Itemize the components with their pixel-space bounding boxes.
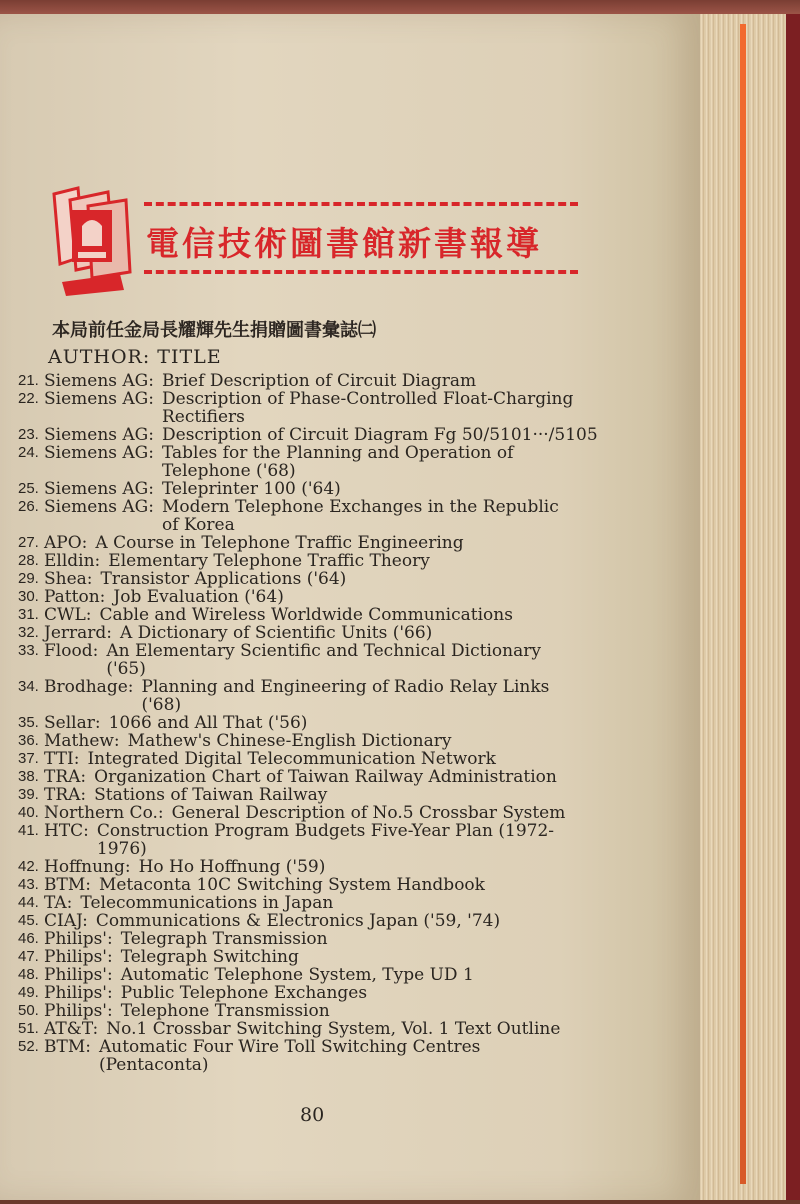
entry-author: Flood: bbox=[44, 641, 99, 661]
entry-number: 41. bbox=[18, 822, 39, 839]
list-item bbox=[18, 1002, 658, 1020]
entry-title: Public Telephone Exchanges bbox=[120, 983, 368, 1003]
entry-title: Description of Phase-Controlled Float-Charging Rectifiers bbox=[162, 389, 574, 427]
list-item bbox=[18, 768, 658, 786]
entry-number: 33. bbox=[18, 642, 39, 659]
entry-title: Transistor Applications ('64) bbox=[100, 569, 347, 589]
entry-number: 25. bbox=[18, 480, 39, 497]
entry-author: TTI: bbox=[44, 749, 80, 769]
list-item bbox=[18, 804, 658, 822]
entry-author: Philips': bbox=[44, 947, 113, 967]
masthead bbox=[48, 186, 588, 296]
entry-number: 39. bbox=[18, 786, 39, 803]
entry-title: Automatic Telephone System, Type UD 1 bbox=[120, 965, 474, 985]
entry-author: Philips': bbox=[44, 1001, 113, 1021]
entry-title: Description of Circuit Diagram Fg 50/5101···/5105 bbox=[162, 425, 598, 445]
list-item bbox=[18, 876, 658, 894]
entry-author: Philips': bbox=[44, 983, 113, 1003]
entry-author: Sellar: bbox=[44, 713, 101, 733]
entry-author: Siemens AG: bbox=[44, 371, 154, 391]
entry-number: 34. bbox=[18, 678, 39, 695]
entry-title: Telegraph Switching bbox=[120, 947, 299, 967]
entry-author: Philips': bbox=[44, 929, 113, 949]
entry-number: 28. bbox=[18, 552, 39, 569]
entry-number: 27. bbox=[18, 534, 39, 551]
list-item bbox=[18, 372, 658, 390]
list-item bbox=[18, 750, 658, 768]
entry-title: Modern Telephone Exchanges in the Republic of Korea bbox=[162, 497, 559, 535]
entry-author: TRA: bbox=[44, 767, 87, 787]
entry-number: 49. bbox=[18, 984, 39, 1001]
list-item bbox=[18, 642, 658, 678]
entry-number: 30. bbox=[18, 588, 39, 605]
entry-number: 47. bbox=[18, 948, 39, 965]
entry-title: Tables for the Planning and Operation of Telephone ('68) bbox=[162, 443, 514, 481]
entry-title: Mathew's Chinese-English Dictionary bbox=[127, 731, 452, 751]
entry-number: 21. bbox=[18, 372, 39, 389]
entry-author: TRA: bbox=[44, 785, 87, 805]
list-item bbox=[18, 948, 658, 966]
entry-title: Telecommunications in Japan bbox=[80, 893, 334, 913]
list-item bbox=[18, 966, 658, 984]
list-item bbox=[18, 480, 658, 498]
entry-title: Job Evaluation ('64) bbox=[113, 587, 284, 607]
list-item bbox=[18, 894, 658, 912]
entry-author: CWL: bbox=[44, 605, 92, 625]
list-item bbox=[18, 984, 658, 1002]
books-icon bbox=[48, 186, 144, 296]
list-item bbox=[18, 498, 658, 534]
entry-title: Metaconta 10C Switching System Handbook bbox=[98, 875, 485, 895]
entry-author: Siemens AG: bbox=[44, 443, 154, 463]
entry-number: 46. bbox=[18, 930, 39, 947]
entry-title: Cable and Wireless Worldwide Communications bbox=[99, 605, 513, 625]
entry-number: 51. bbox=[18, 1020, 39, 1037]
entry-title: Stations of Taiwan Railway bbox=[94, 785, 328, 805]
masthead-dashes-bottom bbox=[144, 270, 578, 280]
entry-author: Siemens AG: bbox=[44, 497, 154, 517]
entry-number: 45. bbox=[18, 912, 39, 929]
list-item bbox=[18, 534, 658, 552]
entry-number: 29. bbox=[18, 570, 39, 587]
entry-title: Brief Description of Circuit Diagram bbox=[162, 371, 477, 391]
list-item bbox=[18, 552, 658, 570]
entry-number: 31. bbox=[18, 606, 39, 623]
entry-title: No.1 Crossbar Switching System, Vol. 1 Text Outline bbox=[106, 1019, 561, 1039]
list-item bbox=[18, 570, 658, 588]
list-item bbox=[18, 930, 658, 948]
entry-author: APO: bbox=[44, 533, 88, 553]
page-number: 80 bbox=[300, 1104, 325, 1126]
entry-number: 23. bbox=[18, 426, 39, 443]
entry-author: HTC: bbox=[44, 821, 89, 841]
list-item bbox=[18, 390, 658, 426]
masthead-title: 電信技術圖書館新書報導 bbox=[146, 224, 542, 263]
entry-title: Integrated Digital Telecommunication Network bbox=[87, 749, 496, 769]
entry-author: Mathew: bbox=[44, 731, 120, 751]
entry-title: Organization Chart of Taiwan Railway Administration bbox=[94, 767, 557, 787]
list-item bbox=[18, 606, 658, 624]
entry-number: 48. bbox=[18, 966, 39, 983]
entry-number: 22. bbox=[18, 390, 39, 407]
entry-number: 38. bbox=[18, 768, 39, 785]
entry-number: 50. bbox=[18, 1002, 39, 1019]
page-edges bbox=[700, 14, 800, 1200]
entry-author: CIAJ: bbox=[44, 911, 88, 931]
entry-title: A Course in Telephone Traffic Engineering bbox=[95, 533, 464, 553]
entry-number: 44. bbox=[18, 894, 39, 911]
entry-title: An Elementary Scientific and Technical Dictionary ('65) bbox=[106, 641, 541, 679]
entry-title: Planning and Engineering of Radio Relay Links ('68) bbox=[141, 677, 550, 715]
entry-number: 36. bbox=[18, 732, 39, 749]
entry-number: 43. bbox=[18, 876, 39, 893]
list-item bbox=[18, 1038, 658, 1074]
entry-number: 24. bbox=[18, 444, 39, 461]
entry-number: 40. bbox=[18, 804, 39, 821]
entry-author: Siemens AG: bbox=[44, 389, 154, 409]
entry-title: General Description of No.5 Crossbar System bbox=[171, 803, 566, 823]
list-item bbox=[18, 822, 658, 858]
entry-author: Siemens AG: bbox=[44, 425, 154, 445]
list-item bbox=[18, 444, 658, 480]
entry-title: Automatic Four Wire Toll Switching Centres (Pentaconta) bbox=[98, 1037, 481, 1075]
entry-title: Construction Program Budgets Five-Year Plan (1972- 1976) bbox=[96, 821, 555, 859]
donation-subtitle: 本局前任金局長耀輝先生捐贈圖書彙誌㈡ bbox=[52, 320, 376, 341]
entry-title: 1066 and All That ('56) bbox=[108, 713, 308, 733]
entry-title: Elementary Telephone Traffic Theory bbox=[108, 551, 430, 571]
column-header: AUTHOR: TITLE bbox=[48, 346, 222, 368]
entry-author: Brodhage: bbox=[44, 677, 134, 697]
entry-author: Elldin: bbox=[44, 551, 101, 571]
entry-author: Shea: bbox=[44, 569, 93, 589]
entry-title: Teleprinter 100 ('64) bbox=[162, 479, 341, 499]
entry-title: Ho Ho Hoffnung ('59) bbox=[138, 857, 326, 877]
entry-author: Patton: bbox=[44, 587, 106, 607]
entry-number: 52. bbox=[18, 1038, 39, 1055]
book-list bbox=[18, 372, 658, 1074]
list-item bbox=[18, 678, 658, 714]
list-item bbox=[18, 588, 658, 606]
entry-number: 42. bbox=[18, 858, 39, 875]
entry-number: 35. bbox=[18, 714, 39, 731]
entry-number: 32. bbox=[18, 624, 39, 641]
list-item bbox=[18, 858, 658, 876]
entry-author: BTM: bbox=[44, 1037, 91, 1057]
entry-author: Northern Co.: bbox=[44, 803, 164, 823]
list-item bbox=[18, 912, 658, 930]
masthead-dashes-top bbox=[144, 202, 578, 212]
entry-author: Siemens AG: bbox=[44, 479, 154, 499]
entry-title: Telegraph Transmission bbox=[120, 929, 328, 949]
entry-number: 37. bbox=[18, 750, 39, 767]
entry-author: Hoffnung: bbox=[44, 857, 131, 877]
entry-author: AT&T: bbox=[44, 1019, 99, 1039]
entry-title: A Dictionary of Scientific Units ('66) bbox=[120, 623, 433, 643]
entry-title: Communications & Electronics Japan ('59, '74) bbox=[95, 911, 501, 931]
entry-author: BTM: bbox=[44, 875, 91, 895]
entry-author: TA: bbox=[44, 893, 73, 913]
list-item bbox=[18, 426, 658, 444]
list-item bbox=[18, 624, 658, 642]
list-item bbox=[18, 714, 658, 732]
entry-author: Philips': bbox=[44, 965, 113, 985]
list-item bbox=[18, 1020, 658, 1038]
entry-author: Jerrard: bbox=[44, 623, 112, 643]
entry-number: 26. bbox=[18, 498, 39, 515]
list-item bbox=[18, 732, 658, 750]
entry-title: Telephone Transmission bbox=[120, 1001, 330, 1021]
list-item bbox=[18, 786, 658, 804]
